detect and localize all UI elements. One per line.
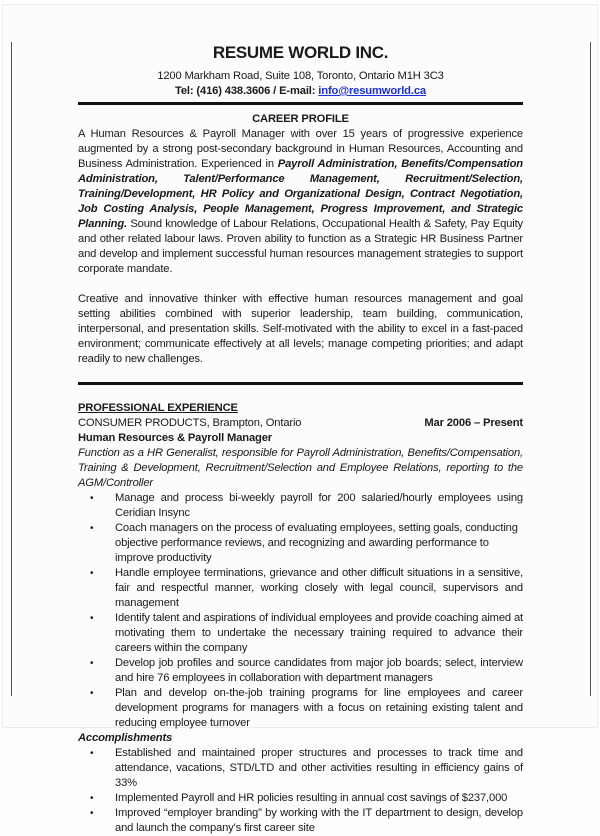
tel-label: Tel: (416) 438.3606 / E-mail: [175,85,319,97]
contact-line [78,84,523,99]
bullet-icon: • [90,493,94,504]
profile-skills: Payroll Administration, Benefits/Compensation Administration, Talent/Performance Management, Recruitment/Selection, Training/Development, HR Policy and Organizational Design, Contract Negotiation, Job Costing Analysis, People Management, Progress Improvement, and Strategic Planning. [78,158,523,230]
bullet-icon: • [90,808,94,819]
bullet-icon: • [90,748,94,759]
bullet-icon: • [90,688,94,699]
job-header [78,416,523,431]
company-address: 1200 Markham Road, Suite 108, Toronto, Ontario M1H 3C3 [157,70,444,82]
job-position: Human Resources & Payroll Manager [78,432,273,444]
list-item: • Coach managers on the process of evaluating employees, setting goals, conducting objective performance reviews, and recognizing and awarding performance to improve productivity [90,522,518,564]
page-border-right [590,42,591,696]
bullet-icon: • [90,613,94,624]
list-item: • Identify talent and aspirations of individual employees and provide coaching aimed at motivating them to undertake the necessary training required to advance their careers within the company [90,612,523,654]
section-divider [78,382,523,385]
list-item: • Plan and develop on-the-job training programs for line employees and career development programs for managers with a focus on retaining existing talent and reducing employee turnover [90,687,523,729]
career-profile-title: CAREER PROFILE [252,113,349,125]
career-profile-paragraph-1 [78,127,523,277]
company-name: RESUME WORLD INC. [212,43,389,62]
list-item: • Handle employee terminations, grievance and other difficult situations in a sensitive, fair and respectful manner, working closely with legal council, supervisors and management [90,567,523,609]
profile-outro: Sound knowledge of Labour Relations, Occupational Health & Safety, Pay Equity and other related labour laws. Proven ability to function as a Strategic HR Business Partner and develop and implement successful human resources management strategies to support corporate mandate. [78,218,523,275]
page-border-left [11,42,12,696]
list-item: • Implemented Payroll and HR policies resulting in annual cost savings of $237,000 [90,792,508,804]
experience-title: PROFESSIONAL EXPERIENCE [78,402,238,414]
bullet-icon: • [90,793,94,804]
email-link[interactable]: info@resumworld.ca [318,85,426,97]
job-duties-list [78,491,523,731]
job-dates: Mar 2006 – Present [424,417,523,429]
job-summary: Function as a HR Generalist, responsible for Payroll Administration, Benefits/Compensation, Training & Development, Recruitment/Selection and Employee Relations, reporting to the AGM/Controller [78,447,523,489]
accomplishments-list [78,746,523,836]
job-employer: CONSUMER PRODUCTS, Brampton, Ontario [78,417,302,429]
resume-document [78,40,523,836]
list-item: • Established and maintained proper structures and processes to track time and attendance, vacations, STD/LTD and other activities resulting in efficiency gains of 33% [90,747,523,789]
bullet-icon: • [90,568,94,579]
list-item: • Manage and process bi-weekly payroll for 200 salaried/hourly employees using Ceridian Insync [90,492,523,519]
bullet-icon: • [90,523,94,534]
bullet-icon: • [90,658,94,669]
career-profile-paragraph-2: Creative and innovative thinker with effective human resources management and goal setting abilities combined with superior leadership, team building, communication, interpersonal, and presentation skills. Self-motivated with the ability to excel in a fast-paced environment; communicate effectively at all levels; manage competing priorities; and adapt readily to new challenges. [78,293,523,365]
list-item: • Improved “employer branding” by working with the IT department to design, develop and launch the company's first career site [90,807,523,834]
list-item: • Develop job profiles and source candidates from major job boards; select, interview and hire 76 employees in collaboration with department managers [90,657,523,684]
accomplishments-label: Accomplishments [78,732,173,744]
header-divider [78,102,523,105]
profile-intro: A Human Resources & Payroll Manager with over 15 years of progressive experience augmented by a strong post-secondary background in Human Resources, Accounting and Business Administration. Experienced in [78,128,523,170]
